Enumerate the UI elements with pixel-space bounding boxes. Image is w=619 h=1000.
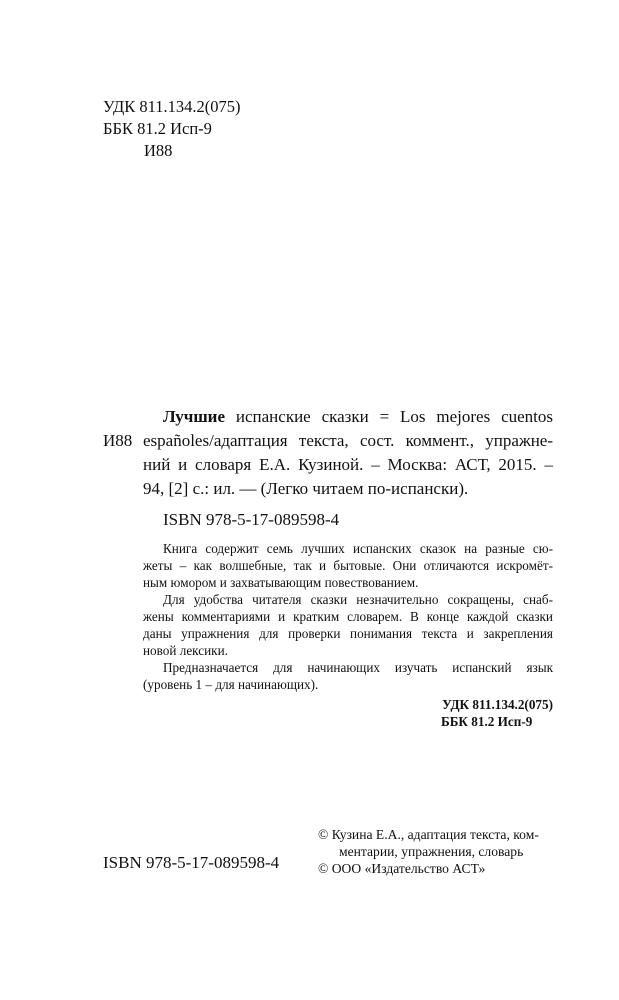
annotation-p2-line-2: жены комментариями и кратким словарем. В конце каждой сказки bbox=[143, 609, 553, 624]
catalog-line-2: españoles/адаптация текста, сост. коммент., упражне- bbox=[143, 431, 553, 450]
copyright-line-1: © Кузина Е.А., адаптация текста, ком- bbox=[318, 827, 539, 842]
catalog-line-3: ний и словаря Е.А. Кузиной. – Москва: АСТ, 2015. – bbox=[143, 455, 553, 474]
catalog-line-1 bbox=[163, 405, 553, 429]
annotation-p1-line-3: ным юмором и захватывающим повествованием. bbox=[143, 575, 419, 590]
annotation-udk: УДК 811.134.2(075) bbox=[442, 697, 553, 712]
annotation-p1-line-1: Книга содержит семь лучших испанских сказок на разные сю- bbox=[163, 541, 553, 556]
catalog-line-4: 94, [2] с.: ил. — (Легко читаем по-испански). bbox=[143, 479, 469, 498]
annotation-bbk: ББК 81.2 Исп-9 bbox=[441, 714, 533, 729]
header-udk: УДК 811.134.2(075) bbox=[103, 97, 241, 116]
catalog-title-rest: испанские сказки = Los mejores cuentos bbox=[225, 407, 553, 426]
copyright-line-2: ментарии, упражнения, словарь bbox=[339, 844, 524, 859]
annotation-p2-line-1: Для удобства читателя сказки незначительно сокращены, снаб- bbox=[163, 592, 553, 607]
annotation-p2-line-4: новой лексики. bbox=[143, 643, 228, 658]
catalog-title-bold: Лучшие bbox=[163, 407, 226, 426]
copyright-line-3: © ООО «Издательство АСТ» bbox=[318, 861, 486, 876]
header-bbk: ББК 81.2 Исп-9 bbox=[103, 119, 212, 138]
footer-isbn: ISBN 978-5-17-089598-4 bbox=[103, 853, 280, 872]
annotation-p2-line-3: даны упражнения для проверки понимания текста и закрепления bbox=[143, 626, 553, 641]
catalog-isbn: ISBN 978-5-17-089598-4 bbox=[163, 510, 340, 529]
annotation-p3-line-1: Предназначается для начинающих изучать испанский язык bbox=[163, 660, 553, 675]
header-author-mark: И88 bbox=[144, 141, 173, 160]
annotation-p1-line-2: жеты – как волшебные, так и бытовые. Они отличаются искромёт- bbox=[143, 558, 553, 573]
catalog-author-mark: И88 bbox=[103, 431, 133, 450]
annotation-p3-line-2: (уровень 1 – для начинающих). bbox=[143, 677, 319, 692]
